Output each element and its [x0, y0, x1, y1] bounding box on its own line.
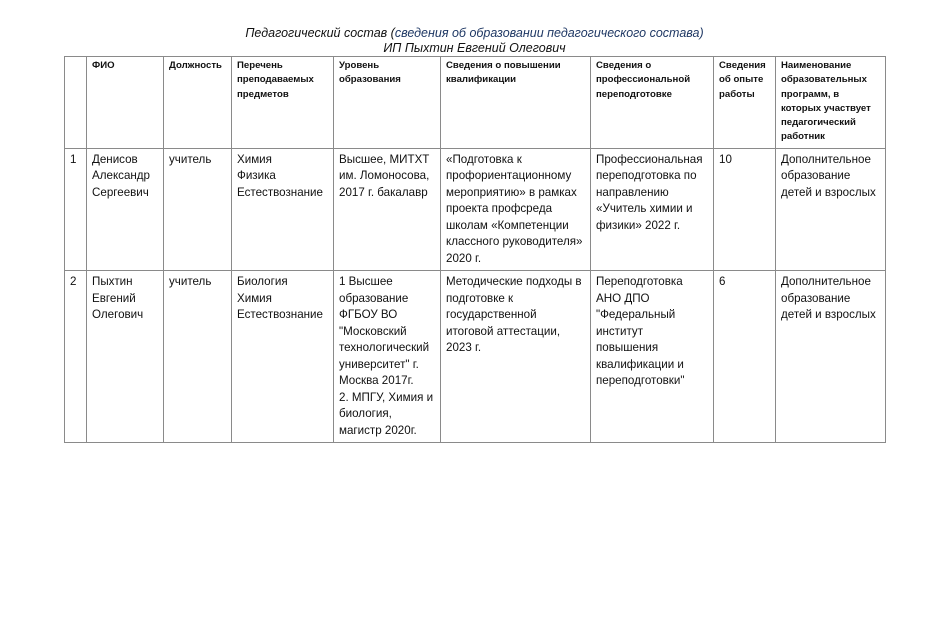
table-header-row [65, 57, 886, 149]
cell-name: Пыхтин Евгений Олегович [87, 271, 164, 443]
cell-experience: 10 [714, 148, 776, 271]
cell-education: 1 Высшее образование ФГБОУ ВО "Московский технологический университет" г. Москва 2017г. 2. МПГУ, Химия и биология, магистр 2020г. [334, 271, 441, 443]
cell-num: 1 [65, 148, 87, 271]
cell-qualification: Методические подходы в подготовке к государственной итоговой аттестации, 2023 г. [441, 271, 591, 443]
cell-education: Высшее, МИТХТ им. Ломоносова, 2017 г. бакалавр [334, 148, 441, 271]
cell-qualification: «Подготовка к профориентационному мероприятию» в рамках проекта профсреда школам «Компетенции классного руководителя» 2020 г. [441, 148, 591, 271]
table-row [65, 148, 886, 271]
cell-subjects: Химия Физика Естествознание [232, 148, 334, 271]
cell-retraining: Профессиональная переподготовка по направлению «Учитель химии и физики» 2022 г. [591, 148, 714, 271]
cell-name: Денисов Александр Сергеевич [87, 148, 164, 271]
header-subjects: Перечень преподаваемых предметов [232, 57, 334, 149]
cell-position: учитель [164, 148, 232, 271]
cell-retraining: Переподготовка АНО ДПО "Федеральный институт повышения квалификации и переподготовки" [591, 271, 714, 443]
cell-programs: Дополнительное образование детей и взрослых [776, 148, 886, 271]
header-retraining: Сведения о профессиональной переподготовке [591, 57, 714, 149]
cell-experience: 6 [714, 271, 776, 443]
header-name: ФИО [87, 57, 164, 149]
header-education: Уровень образования [334, 57, 441, 149]
staff-table [64, 56, 886, 443]
header-qualification: Сведения о повышении квалификации [441, 57, 591, 149]
cell-subjects: Биология Химия Естествознание [232, 271, 334, 443]
document-title [0, 26, 949, 40]
title-accent: сведения об образовании педагогического состава) [394, 26, 704, 40]
cell-position: учитель [164, 271, 232, 443]
title-main: Педагогический состав ( [245, 26, 395, 40]
document-subtitle: ИП Пыхтин Евгений Олегович [383, 41, 566, 55]
header-num [65, 57, 87, 149]
header-experience: Сведения об опыте работы [714, 57, 776, 149]
header-programs: Наименование образовательных программ, в которых участвует педагогический работник [776, 57, 886, 149]
cell-programs: Дополнительное образование детей и взрослых [776, 271, 886, 443]
cell-num: 2 [65, 271, 87, 443]
header-position: Должность [164, 57, 232, 149]
table-row [65, 271, 886, 443]
